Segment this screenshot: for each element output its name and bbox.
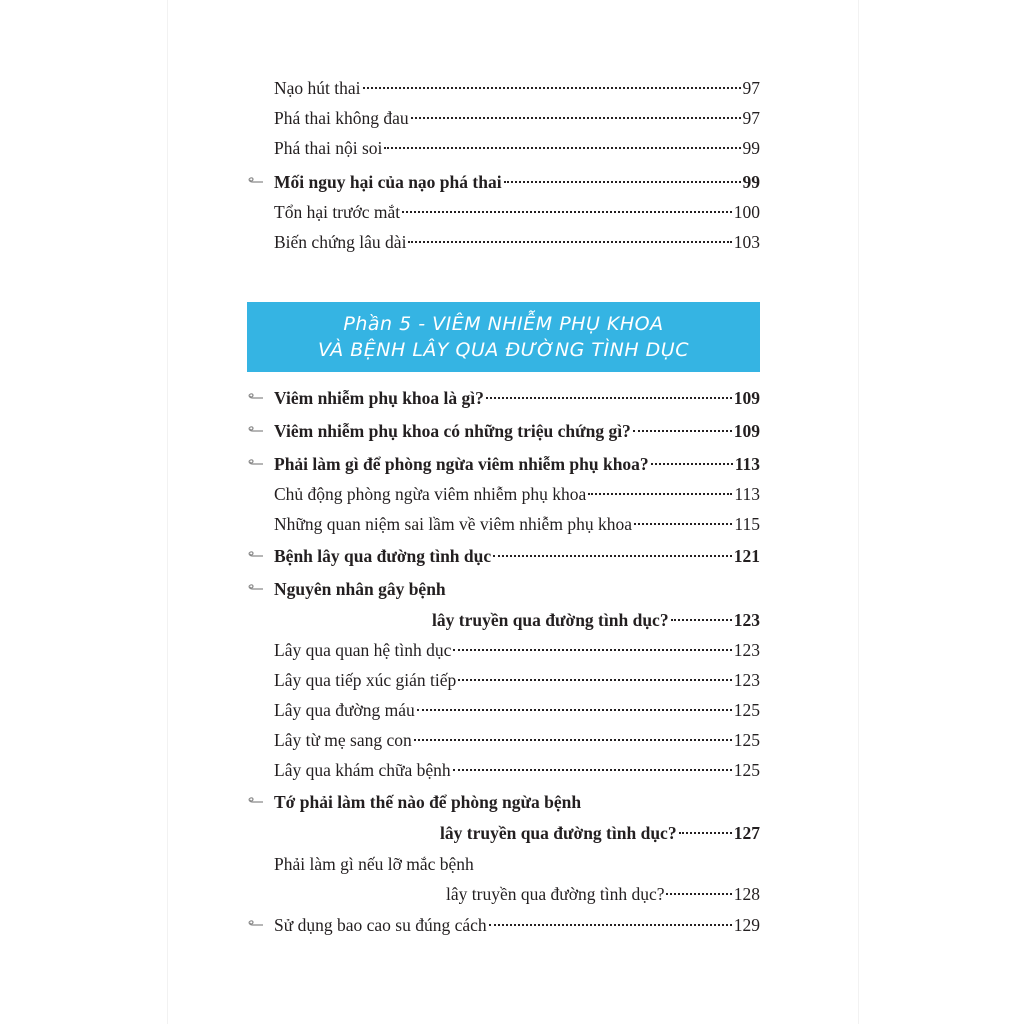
spiral-swirl-icon bbox=[244, 578, 266, 600]
dot-leader bbox=[588, 493, 732, 495]
toc-entry-label-line-1: Phải làm gì nếu lỡ mắc bệnh bbox=[274, 854, 474, 874]
toc-entry-page: 123 bbox=[733, 640, 760, 660]
toc-entry-page: 100 bbox=[733, 202, 760, 222]
dot-leader bbox=[651, 463, 733, 465]
toc-entry bbox=[446, 883, 760, 905]
toc-entry-label: Biến chứng lâu dài bbox=[274, 232, 407, 252]
dot-leader bbox=[633, 430, 732, 432]
dot-leader bbox=[634, 523, 732, 525]
toc-entry bbox=[440, 822, 760, 844]
dot-leader bbox=[414, 739, 732, 741]
dot-leader bbox=[679, 832, 732, 834]
dot-leader bbox=[489, 924, 732, 926]
spiral-swirl-icon bbox=[244, 420, 266, 442]
toc-entry-page: 97 bbox=[742, 108, 760, 128]
dot-leader bbox=[402, 211, 732, 213]
toc-entry bbox=[274, 483, 760, 505]
toc-entry-label: Lây qua tiếp xúc gián tiếp bbox=[274, 670, 457, 690]
toc-entry-label: lây truyền qua đường tình dục? bbox=[432, 610, 669, 630]
spiral-swirl-icon bbox=[244, 545, 266, 567]
dot-leader bbox=[453, 649, 731, 651]
toc-entry bbox=[274, 639, 760, 661]
toc-entry-label: Viêm nhiễm phụ khoa là gì? bbox=[274, 388, 484, 408]
toc-entry bbox=[274, 453, 760, 475]
toc-entry bbox=[274, 669, 760, 691]
toc-entry-page: 115 bbox=[734, 514, 760, 534]
dot-leader bbox=[493, 555, 732, 557]
dot-leader bbox=[458, 679, 732, 681]
toc-entry bbox=[432, 609, 760, 631]
toc-entry bbox=[274, 201, 760, 223]
toc-entry bbox=[274, 914, 760, 936]
spiral-swirl-icon bbox=[244, 387, 266, 409]
toc-entry-page: 123 bbox=[733, 670, 760, 690]
toc-entry bbox=[274, 77, 760, 99]
dot-leader bbox=[671, 619, 732, 621]
toc-entry-label: Tổn hại trước mắt bbox=[274, 202, 401, 222]
toc-entry-label: Viêm nhiễm phụ khoa có những triệu chứng gì? bbox=[274, 421, 631, 441]
toc-entry-label: Lây qua khám chữa bệnh bbox=[274, 760, 451, 780]
toc-entry-label: Lây từ mẹ sang con bbox=[274, 730, 412, 750]
toc-entry-page: 113 bbox=[734, 454, 760, 474]
toc-entry-label: Phá thai nội soi bbox=[274, 138, 383, 158]
dot-leader bbox=[504, 181, 741, 183]
toc-entry-page: 129 bbox=[733, 915, 760, 935]
toc-entry bbox=[274, 171, 760, 193]
toc-entry-label: lây truyền qua đường tình dục? bbox=[446, 884, 665, 904]
banner-title-line-1: Phần 5 - VIÊM NHIỄM PHỤ KHOA bbox=[343, 313, 664, 335]
toc-entry-page: 109 bbox=[733, 421, 760, 441]
toc-entry-page: 125 bbox=[733, 760, 760, 780]
dot-leader bbox=[363, 87, 741, 89]
toc-entry bbox=[274, 699, 760, 721]
spiral-swirl-icon bbox=[244, 453, 266, 475]
toc-entry-label: Lây qua quan hệ tình dục bbox=[274, 640, 452, 660]
dot-leader bbox=[411, 117, 741, 119]
toc-entry bbox=[274, 137, 760, 159]
dot-leader bbox=[384, 147, 740, 149]
spiral-swirl-icon bbox=[244, 171, 266, 193]
section-banner bbox=[247, 302, 760, 372]
toc-entry-label: Bệnh lây qua đường tình dục bbox=[274, 546, 492, 566]
toc-entry-label: lây truyền qua đường tình dục? bbox=[440, 823, 677, 843]
spiral-swirl-icon bbox=[244, 791, 266, 813]
toc-entry-label: Nạo hút thai bbox=[274, 78, 361, 98]
toc-entry-label: Phá thai không đau bbox=[274, 108, 409, 128]
toc-entry bbox=[274, 545, 760, 567]
toc-entry-page: 109 bbox=[733, 388, 760, 408]
dot-leader bbox=[408, 241, 731, 243]
dot-leader bbox=[486, 397, 732, 399]
toc-entry-page: 125 bbox=[733, 730, 760, 750]
toc-entry bbox=[274, 759, 760, 781]
toc-entry-label: Phải làm gì để phòng ngừa viêm nhiễm phụ khoa? bbox=[274, 454, 649, 474]
toc-entry-label: Chủ động phòng ngừa viêm nhiễm phụ khoa bbox=[274, 484, 587, 504]
dot-leader bbox=[453, 769, 732, 771]
toc-entry-page: 127 bbox=[733, 823, 760, 843]
toc-entry bbox=[274, 387, 760, 409]
toc-entry-page: 97 bbox=[742, 78, 760, 98]
toc-entry-page: 121 bbox=[733, 546, 760, 566]
banner-title-line-2: VÀ BỆNH LÂY QUA ĐƯỜNG TÌNH DỤC bbox=[318, 339, 689, 361]
dot-leader bbox=[417, 709, 732, 711]
toc-entry-label: Mối nguy hại của nạo phá thai bbox=[274, 172, 502, 192]
toc-entry-page: 125 bbox=[733, 700, 760, 720]
toc-entry bbox=[274, 729, 760, 751]
toc-entry-page: 99 bbox=[742, 172, 760, 192]
toc-entry-page: 103 bbox=[733, 232, 760, 252]
toc-entry-label: Những quan niệm sai lầm về viêm nhiễm phụ khoa bbox=[274, 514, 632, 534]
toc-entry-label: Sử dụng bao cao su đúng cách bbox=[274, 915, 487, 935]
toc-entry bbox=[274, 107, 760, 129]
toc-entry bbox=[274, 420, 760, 442]
toc-entry bbox=[274, 231, 760, 253]
toc-entry-label-line-1: Nguyên nhân gây bệnh bbox=[274, 579, 446, 599]
toc-entry-label: Lây qua đường máu bbox=[274, 700, 415, 720]
toc-entry-page: 113 bbox=[734, 484, 760, 504]
spiral-swirl-icon bbox=[244, 914, 266, 936]
toc-entry bbox=[274, 513, 760, 535]
toc-entry-page: 123 bbox=[733, 610, 760, 630]
dot-leader bbox=[666, 893, 731, 895]
toc-entry-page: 128 bbox=[733, 884, 760, 904]
toc-entry-label-line-1: Tớ phải làm thế nào để phòng ngừa bệnh bbox=[274, 792, 582, 812]
toc-entry-page: 99 bbox=[742, 138, 760, 158]
